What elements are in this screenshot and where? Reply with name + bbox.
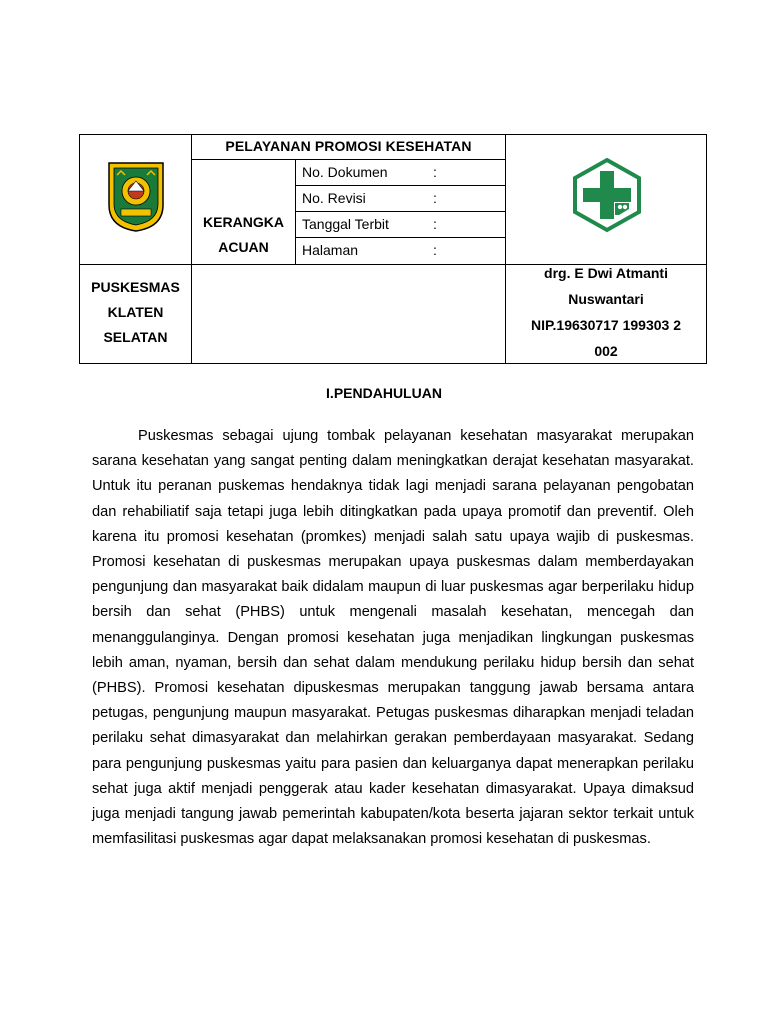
blank-cell <box>191 264 506 364</box>
field-no-revisi <box>295 185 506 212</box>
organization-name <box>80 275 191 350</box>
signatory-line2: Nuswantari <box>568 291 644 307</box>
field-no-dokumen <box>295 159 506 186</box>
signatory-line3: NIP.19630717 199303 2 <box>531 317 681 333</box>
document-type-line2: ACUAN <box>218 239 269 255</box>
signatory-line1: drg. E Dwi Atmanti <box>544 265 668 281</box>
field-label: Tanggal Terbit <box>302 216 389 232</box>
field-halaman <box>295 237 506 265</box>
document-title-cell <box>191 134 506 160</box>
regency-emblem-icon <box>107 161 165 233</box>
field-separator: : <box>433 164 437 180</box>
document-type-cell <box>191 159 296 265</box>
right-logo-cell <box>505 134 707 265</box>
field-label: No. Dokumen <box>302 164 388 180</box>
organization-line2: KLATEN <box>107 304 164 320</box>
document-type <box>192 210 295 260</box>
signatory-cell <box>505 264 707 364</box>
field-separator: : <box>433 190 437 206</box>
field-tanggal-terbit <box>295 211 506 238</box>
signatory-block <box>506 260 706 364</box>
document-type-line1: KERANGKA <box>203 214 284 230</box>
section-heading: I.PENDAHULUAN <box>326 385 442 401</box>
kemenkes-cross-icon <box>571 157 643 233</box>
document-title: PELAYANAN PROMOSI KESEHATAN <box>225 138 472 154</box>
field-label: Halaman <box>302 242 359 258</box>
field-separator: : <box>433 242 437 258</box>
document-header-table <box>79 134 707 364</box>
organization-line3: SELATAN <box>103 329 168 345</box>
organization-line1: PUSKESMAS <box>91 279 180 295</box>
body-paragraph: Puskesmas sebagai ujung tombak pelayanan kesehatan masyarakat merupakan sarana kesehatan yang sangat penting dalam meningkatkan derajat kesehatan masyarakat. Untuk itu peranan puskemas hendaknya tidak lagi menjadi sarana pelayanan pengobatan dan rehabiliatif saja tetapi juga lebih ditingkatkan pada upaya promotif dan preventif. Oleh karena itu promosi kesehatan (promkes) menjadi salah satu upaya wajib di puskesmas. Promosi kesehatan di puskesmas merupakan upaya puskesmas dalam memberdayakan pengunjung dan masyarakat baik didalam maupun di luar puskesmas agar berperilaku hidup bersih dan sehat (PHBS) untuk mengenali masalah kesehatan, mencegah dan menanggulanginya. Dengan promosi kesehatan juga menjadikan lingkungan puskesmas lebih aman, nyaman, bersih dan sehat dalam mendukung perilaku hidup bersih dan sehat (PHBS). Promosi kesehatan dipuskesmas merupakan tanggung jawab bersama antara petugas, pengunjung maupun masyarakat. Petugas puskesmas diharapkan menjadi teladan perilaku sehat dimasyarakat dan melahirkan gerakan pemberdayaan masyarakat. Sedang para pengunjung puskesmas yaitu para pasien dan keluarganya dapat menerapkan perilaku sehat juga aktif menjadi penggerak atau kader kesehatan dimasyarakat. Upaya dimaksud juga menjadi tangung jawab pemerintah kabupaten/kota beserta jajaran sektor terkait untuk memfasilitasi puskesmas agar dapat melaksanakan promosi kesehatan di puskesmas. <box>92 428 694 848</box>
field-separator: : <box>433 216 437 232</box>
left-logo-cell <box>79 134 192 265</box>
organization-cell <box>79 264 192 364</box>
field-label: No. Revisi <box>302 190 366 206</box>
document-fields <box>295 159 506 265</box>
signatory-line4: 002 <box>594 343 618 359</box>
